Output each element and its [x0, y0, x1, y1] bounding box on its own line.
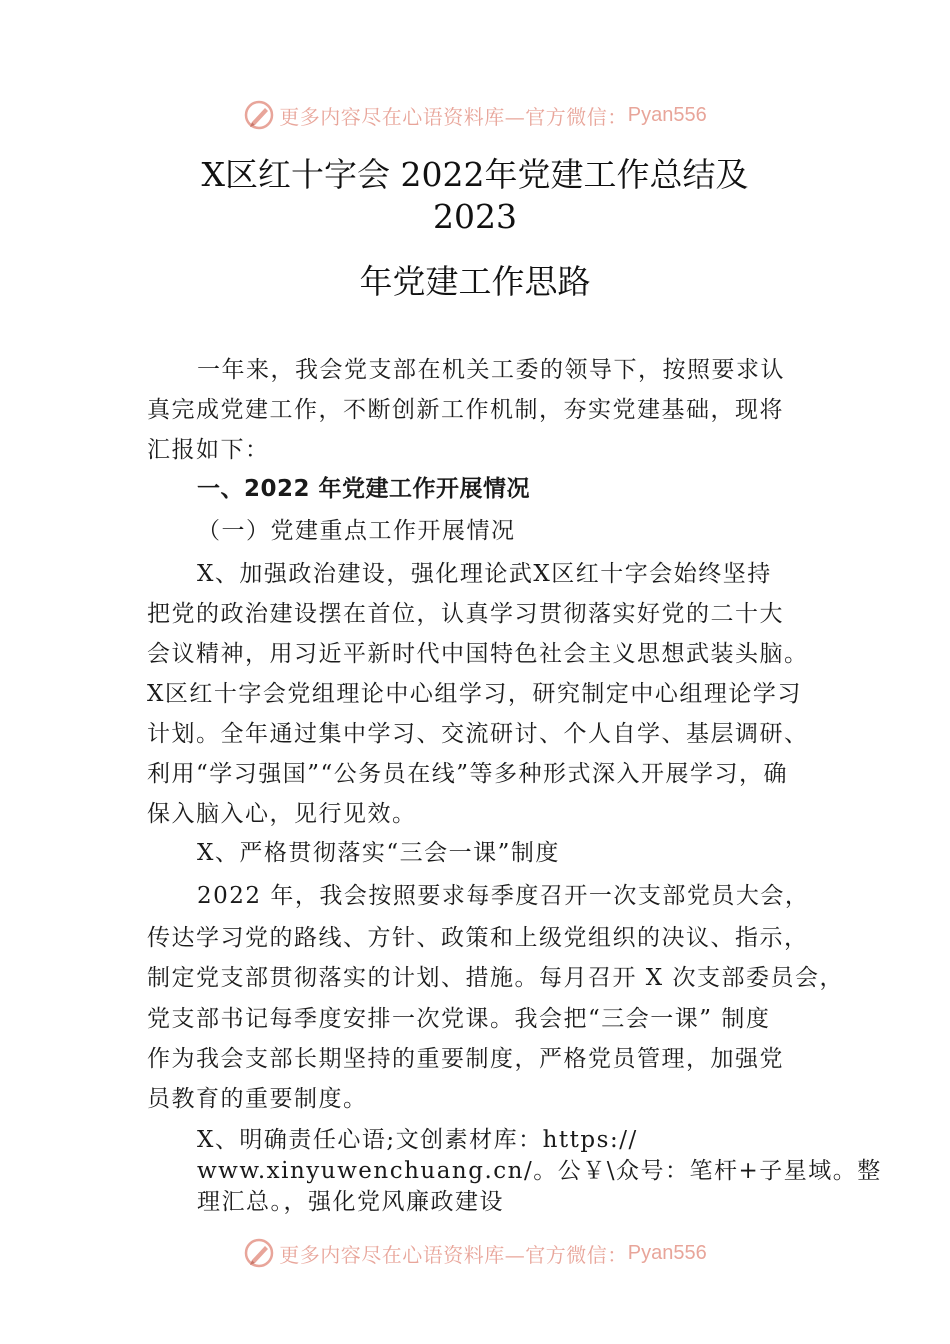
- watermark-banner-bottom: [0, 1233, 950, 1273]
- paragraph-line: 把党的政治建设摆在首位，认真学习贯彻落实好党的二十大: [147, 601, 784, 627]
- watermark-text: 更多内容尽在心语资料库—官方微信：: [279, 104, 628, 129]
- document-title-line-1: X区红十字会 2022年党建工作总结及: [201, 155, 749, 194]
- paragraph-line: 计划。全年通过集中学习、交流研讨、个人自学、基层调研、: [147, 721, 809, 747]
- paragraph-line: X、加强政治建设，强化理论武X区红十字会始终坚持: [197, 561, 772, 587]
- pen-logo-icon: [243, 1237, 275, 1269]
- section-heading: 一、2022 年党建工作开展情况: [197, 476, 531, 502]
- document-title-line-2: 2023: [433, 197, 517, 236]
- watermark-wechat-id: Pyan556: [627, 1241, 707, 1264]
- intro-line: 真完成党建工作，不断创新工作机制，夯实党建基础，现将: [147, 397, 784, 423]
- item-line: www.xinyuwenchuang.cn/。公￥\众号：笔杆+子星域。整: [197, 1158, 882, 1184]
- watermark-text: 更多内容尽在心语资料库—官方微信：: [279, 1242, 628, 1267]
- paragraph-line: 员教育的重要制度。: [147, 1086, 368, 1112]
- paragraph-line: 制定党支部贯彻落实的计划、措施。每月召开 X 次支部委员会，: [147, 965, 844, 991]
- item-title: X、严格贯彻落实“三会一课”制度: [197, 840, 560, 866]
- paragraph-line: 传达学习党的路线、方针、政策和上级党组织的决议、指示，: [147, 925, 809, 951]
- paragraph-line: 党支部书记每季度安排一次党课。我会把“三会一课” 制度: [147, 1006, 771, 1032]
- paragraph-line: 保入脑入心，见行见效。: [147, 801, 417, 827]
- paragraph-line: X区红十字会党组理论中心组学习，研究制定中心组理论学习: [147, 681, 802, 707]
- intro-line: 汇报如下：: [147, 437, 270, 463]
- item-line: 理汇总。，强化党风廉政建设: [197, 1189, 504, 1215]
- paragraph-line: 利用“学习强国”“公务员在线”等多种形式深入开展学习，确: [147, 761, 789, 787]
- watermark-wechat-id: Pyan556: [627, 103, 707, 126]
- item-line: X、明确责任心语;文创素材库：https://: [197, 1127, 638, 1153]
- section-subheading: （一）党建重点工作开展情况: [197, 518, 516, 544]
- paragraph-line: 作为我会支部长期坚持的重要制度，严格党员管理，加强党: [147, 1046, 784, 1072]
- intro-line: 一年来，我会党支部在机关工委的领导下，按照要求认: [197, 357, 785, 383]
- document-title-line-3: 年党建工作思路: [359, 262, 591, 301]
- paragraph-line: 2022 年，我会按照要求每季度召开一次支部党员大会，: [197, 883, 810, 909]
- pen-logo-icon: [243, 99, 275, 131]
- paragraph-line: 会议精神，用习近平新时代中国特色社会主义思想武装头脑。: [147, 641, 809, 667]
- watermark-banner-top: [0, 95, 950, 135]
